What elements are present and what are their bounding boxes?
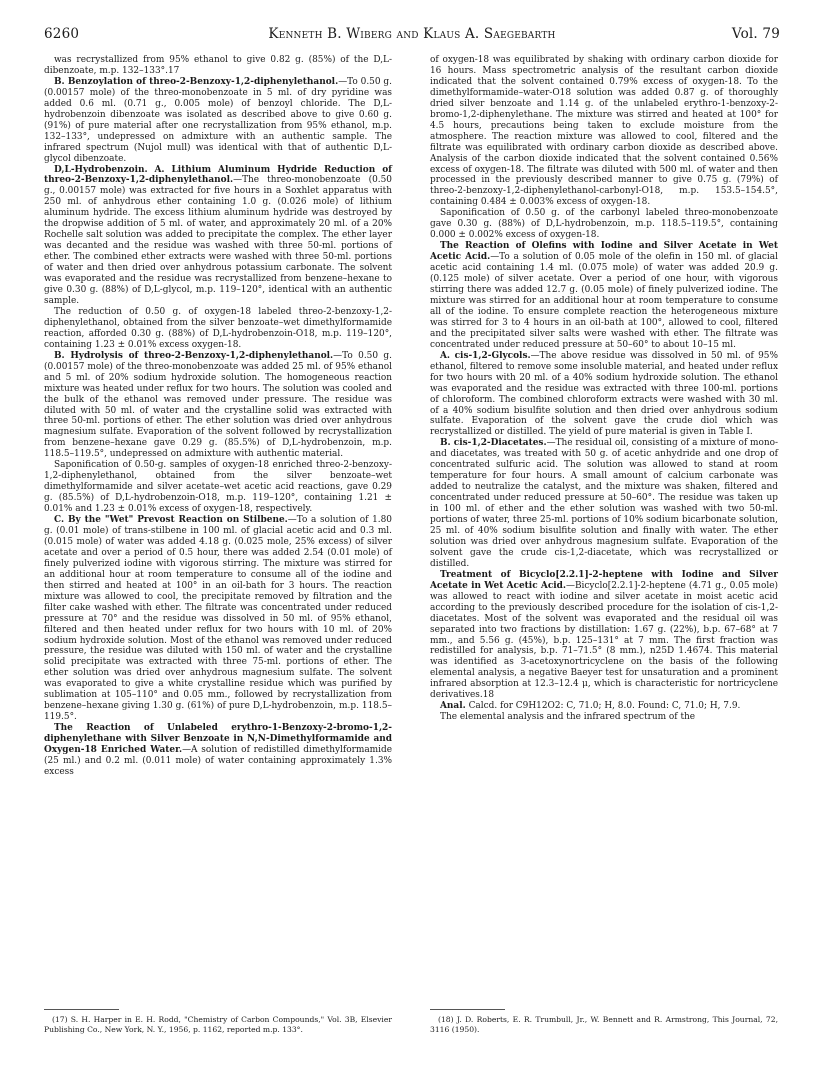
body-paragraph [430,712,778,723]
paragraph-text: The reduction of 0.50 g. of oxygen-18 labeled threo-2-benzoxy-1,2-diphenylethanol, obtained from the silver benzoate–wet dimethylformamide reaction, afforded 0.30 g. (88%) of D,L-hydrobenzoin-O18, m.p. 119–120°, containing 1.23 ± 0.01% excess oxygen-18. [44,306,392,350]
paragraph-text: of oxygen-18 was equilibrated by shaking with ordinary carbon dioxide for 16 hours. Mass spectrometric analysis of the resultant carbon dioxide indicated that the solvent contained 0.79% excess of oxygen-18. To the dimethylformamide–water-O18 solution was added 0.87 g. of thoroughly dried silver benzoate and 1.14 g. of the unlabeled erythro-1-benzoxy-2-bromo-1,2-diphenylethane. The mixture was stirred and heated at 100° for 4.5 hours, precautions being taken to exclude moisture from the atmosphere. The reaction mixture was allowed to cool, filtered and the filtrate was equilibrated with ordinary carbon dioxide as described above. Analysis of the carbon dioxide indicated that the solvent contained 0.56% excess of oxygen-18. The filtrate was diluted with 500 ml. of water and then processed in the previously described manner to give 0.75 g. (79%) of threo-2-benzoxy-1,2-diphenylethanol-carbonyl-O18, m.p. 153.5–154.5°, containing 0.484 ± 0.003% excess of oxygen-18. [430,55,778,208]
body-paragraph [44,307,392,351]
section-title: C. By the "Wet" Prevost Reaction on Stilbene. [54,515,288,526]
section-paragraph [430,351,778,439]
paragraph-text: was recrystallized from 95% ethanol to give 0.82 g. (85%) of the D,L-dibenzoate, m.p. 132–133°.17 [44,55,392,76]
running-head: Kenneth B. Wiberg and Klaus A. Saegebarth [268,26,556,42]
paragraph-text: —The threo-monobenzoate (0.50 g., 0.00157 mole) was extracted for five hours in a Soxhlet apparatus with 250 ml. of anhydrous ether containing 1.0 g. (0.026 mole) of lithium aluminum hydride. The excess lithium aluminum hydride was destroyed by the dropwise addition of 5 ml. of water, and approximately 20 ml. of a 20% Rochelle salt solution was added to precipitate the complex. The ether layer was decanted and the residue was washed with three 50-ml. portions of ether. The combined ether extracts were washed with three 50-ml. portions of water and then dried over anhydrous potassium carbonate. The solvent was evaporated and the residue was recrystallized from benzene–hexane to give 0.30 g. (88%) of D,L-glycol, m.p. 119–120°, identical with an authentic sample. [44,175,392,306]
section-paragraph [44,723,392,778]
body-paragraph [430,208,778,241]
paragraph-text: —The residual oil, consisting of a mixture of mono- and diacetates, was treated with 50 g. of acetic anhydride and one drop of concentrated sulfuric acid. The solution was allowed to stand at room temperature for four hours. A small amount of calcium carbonate was added to neutralize the catalyst, and the mixture was shaken, filtered and concentrated under reduced pressure at 50–60°. The residue was taken up in 100 ml. of ether and the ether solution was washed with two 50-ml. portions of water, three 25-ml. portions of 10% sodium bicarbonate solution, 25 ml. of 40% sodium bisulfite solution and finally with water. The ether solution was dried over anhydrous magnesium sulfate. Evaporation of the solvent gave the crude cis-1,2-diacetate, which was recrystallized or distilled. [430,438,778,569]
section-title: The Reaction of Olefins with Iodine and Silver Acetate in Wet Acetic Acid. [430,241,778,263]
right-footnote [430,1015,778,1034]
footnote-18: (18) J. D. Roberts, E. R. Trumbull, Jr., W. Bennett and R. Armstrong, This Journal, 72, 3116 (1950). [430,1015,778,1034]
paragraph-text: —Bicyclo[2.2.1]-2-heptene (4.71 g., 0.05 mole) was allowed to react with iodine and silver acetate in moist acetic acid according to the previously described procedure for the isolation of cis-1,2-diacetates. Most of the solvent was evaporated and the residual oil was separated into two fractions by distillation: 1.67 g. (22%), b.p. 67–68° at 7 mm., and 5.56 g. (45%), b.p. 125–131° at 7 mm. The first fraction was redistilled for analysis, b.p. 71–71.5° (8 mm.), n25D 1.4674. This material was identified as 3-acetoxynortricyclene on the basis of the following elemental analysis, a negative Baeyer test for unsaturation and a prominent infrared absorption at 12.3–12.4 μ, which is characteristic for nortricyclene derivatives.18 [430,580,779,701]
right-footnote-rule [430,1009,505,1010]
section-paragraph [430,570,778,701]
section-title: The Reaction of Unlabeled erythro-1-Benzoxy-2-bromo-1,2-diphenylethane with Silver Benzoate in N,N-Dimethylformamide and Oxygen-18 Enriched Water. [44,723,392,756]
section-title: B. Benzoylation of threo-2-Benzoxy-1,2-diphenylethanol. [54,76,339,87]
section-title: B. Hydrolysis of threo-2-Benzoxy-1,2-diphenylethanol. [54,350,334,361]
paragraph-text: —A solution of redistilled dimethylformamide (25 ml.) and 0.2 ml. (0.011 mole) of water containing approximately 1.3% excess [44,745,393,777]
left-footnote-rule [44,1009,119,1010]
section-paragraph [430,241,778,351]
right-column [430,55,778,723]
paragraph-text: —To 0.50 g. (0.00157 mole) of the threo-monobenzoate in 5 ml. of dry pyridine was added 0.6 ml. (0.71 g., 0.005 mole) of benzoyl chloride. The D,L-hydrobenzoin dibenzoate was isolated as described above to give 0.60 g. (91%) of pure material after one recrystallization from 95% ethanol, m.p. 132–133°, undepressed on admixture with an authentic sample. The infrared spectrum (Nujol mull) was identical with that of authentic D,L-glycol dibenzoate. [44,76,392,164]
section-paragraph [44,515,392,723]
page-number: 6260 [44,26,80,42]
section-title: B. cis-1,2-Diacetates. [440,438,547,449]
section-paragraph [430,701,778,712]
paragraph-text: —To 0.50 g. (0.00157 mole) of the threo-monobenzoate was added 25 ml. of 95% ethanol and 5 ml. of 20% sodium hydroxide solution. The homogeneous reaction mixture was heated under reflux for two hours. The solution was cooled and the bulk of the ethanol was removed under pressure. The residue was diluted with 50 ml. of water and the crystalline solid was extracted with three 50-ml. portions of ether. The ether solution was dried over anhydrous magnesium sulfate. Evaporation of the solvent followed by recrystallization from benzene–hexane gave 0.29 g. (85.5%) of D,L-hydrobenzoin, m.p. 118.5–119.5°, undepressed on admixture with authentic material. [44,350,392,460]
section-paragraph [44,77,392,165]
section-title: A. cis-1,2-Glycols. [440,350,531,361]
paragraph-text: Saponification of 0.50-g. samples of oxygen-18 enriched threo-2-benzoxy-1,2-diphenylethanol, obtained from the silver benzoate–wet dimethylformamide and silver acetate–wet acetic acid reactions, gave 0.29 g. (85.5%) of D,L-hydrobenzoin-O18, m.p. 119–120°, containing 1.21 ± 0.01% and 1.23 ± 0.01% excess of oxygen-18, respectively. [44,460,392,515]
left-column [44,55,392,778]
paragraph-text: Calcd. for C9H12O2: C, 71.0; H, 8.0. Found: C, 71.0; H, 7.9. [465,701,741,712]
body-paragraph [430,55,778,208]
left-footnote [44,1015,392,1034]
paragraph-text: Saponification of 0.50 g. of the carbonyl labeled threo-monobenzoate gave 0.30 g. (88%) of D,L-hydrobenzoin, m.p. 118.5–119.5°, containing 0.000 ± 0.002% excess of oxygen-18. [430,208,778,241]
paragraph-text: —To a solution of 0.05 mole of the olefin in 150 ml. of glacial acetic acid containing 1.4 ml. (0.075 mole) of water was added 20.9 g. (0.125 mole) of silver acetate. Over a period of one hour, with vigorous stirring there was added 12.7 g. (0.05 mole) of finely pulverized iodine. The mixture was stirred for an additional hour at room temperature to consume all of the iodine. To ensure complete reaction the heterogeneous mixture was stirred for 3 to 4 hours in an oil-bath at 100°, allowed to cool, filtered and the precipitated silver salts were washed with ether. The filtrate was concentrated under reduced pressure at 50–60° to about 10–15 ml. [430,252,778,350]
body-paragraph [44,460,392,515]
section-paragraph [44,351,392,461]
volume-label: Vol. 79 [731,26,780,42]
paragraph-text: —The above residue was dissolved in 50 ml. of 95% ethanol, filtered to remove some insoluble material, and heated under reflux for two hours with 20 ml. of a 40% sodium hydroxide solution. The ethanol was evaporated and the residue was extracted with three 100-ml. portions of chloroform. The combined chloroform extracts were washed with 30 ml. of a 40% sodium bisulfite solution and then dried over anhydrous sodium sulfate. Evaporation of the solvent gave the crude diol which was recrystallized or distilled. The yield of pure material is given in Table I. [430,350,778,438]
section-title: D,L-Hydrobenzoin. A. Lithium Aluminum Hydride Reduction of threo-2-Benzoxy-1,2-diphenylethanol. [44,164,392,186]
section-paragraph [430,438,778,569]
body-paragraph [44,55,392,77]
footnote-17: (17) S. H. Harper in E. H. Rodd, "Chemistry of Carbon Compounds," Vol. 3B, Elsevier Publishing Co., New York, N. Y., 1956, p. 1162, reported m.p. 133°. [44,1015,392,1034]
page-header [44,26,780,46]
section-title: Anal. [440,701,466,712]
section-paragraph [44,165,392,307]
paragraph-text: —To a solution of 1.80 g. (0.01 mole) of trans-stilbene in 100 ml. of glacial acetic acid and 0.3 ml. (0.015 mole) of water was added 4.18 g. (0.025 mole, 25% excess) of silver acetate and over a period of 0.5 hour, there was added 2.54 (0.01 mole) of finely pulverized iodine with vigorous stirring. The mixture was stirred for an additional hour at room temperature to consume all of the iodine and then stirred and heated at 100° in an oil-bath for 3 hours. The reaction mixture was allowed to cool, the precipitate removed by filtration and the filter cake washed with ether. The filtrate was concentrated under reduced pressure at 70° and the residue was dissolved in 50 ml. of 95% ethanol, filtered and then heated under reflux for two hours with 10 ml. of 20% sodium hydroxide solution. Most of the ethanol was removed under reduced pressure, the residue was diluted with 150 ml. of water and the crystalline solid precipitate was extracted with three 75-ml. portions of ether. The ether solution was dried over anhydrous magnesium sulfate. The solvent was evaporated to give a white crystalline residue which was purified by sublimation at 105–110° and 0.05 mm., followed by recrystallization from benzene–hexane giving 1.30 g. (61%) of pure D,L-hydrobenzoin, m.p. 118.5–119.5°. [44,515,392,723]
section-title: Treatment of Bicyclo[2.2.1]-2-heptene with Iodine and Silver Acetate in Wet Acetic Acid. [430,569,778,591]
paragraph-text: The elemental analysis and the infrared spectrum of the [440,712,696,723]
